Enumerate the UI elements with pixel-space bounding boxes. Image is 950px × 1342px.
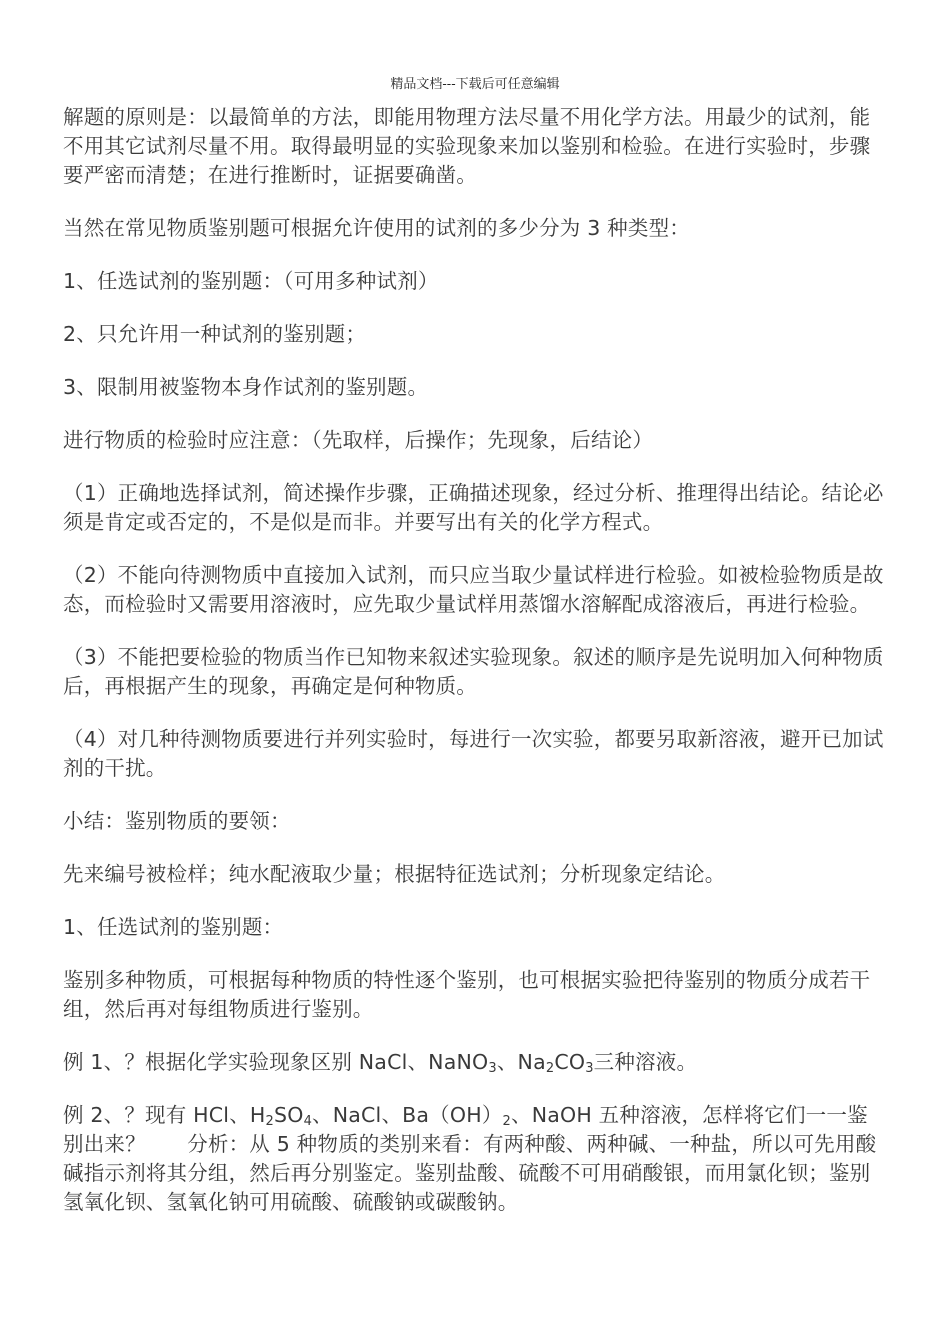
paragraph-notice: 进行物质的检验时应注意：（先取样，后操作；先现象，后结论）	[63, 428, 654, 452]
subscript: 3	[488, 1061, 497, 1076]
subscript: 4	[303, 1114, 313, 1129]
subscript: 2	[545, 1061, 555, 1076]
subscript: 3	[585, 1061, 594, 1076]
paragraph-type-1: 1、任选试剂的鉴别题：（可用多种试剂）	[63, 269, 439, 293]
paragraph-section-1-title: 1、任选试剂的鉴别题：	[63, 915, 284, 939]
paragraph-types-intro: 当然在常见物质鉴别题可根据允许使用的试剂的多少分为 3 种类型：	[63, 216, 690, 240]
paragraph-notice-2: （2）不能向待测物质中直接加入试剂，而只应当取少量试样进行检验。如被检验物质是故态，而检验时又需要用溶液时，应先取少量试样用蒸馏水溶解配成溶液后，再进行检验。	[63, 563, 884, 616]
paragraph-summary-rhyme: 先来编号被检样；纯水配液取少量；根据特征选试剂；分析现象定结论。	[63, 862, 726, 886]
subscript: 2	[265, 1114, 274, 1129]
paragraph-summary-title: 小结：鉴别物质的要领：	[63, 809, 291, 833]
example-1-text: CO	[554, 1050, 586, 1074]
paragraph-section-1-desc: 鉴别多种物质，可根据每种物质的特性逐个鉴别，也可根据实验把待鉴别的物质分成若干组，然后再对每组物质进行鉴别。	[63, 968, 871, 1021]
example-1-text: 例 1、？根据化学实验现象区别 NaCl、NaNO	[63, 1050, 489, 1074]
paragraph-notice-4: （4）对几种待测物质要进行并列实验时，每进行一次实验，都要另取新溶液，避开已加试剂的干扰。	[63, 727, 884, 780]
paragraph-notice-3: （3）不能把要检验的物质当作已知物来叙述实验现象。叙述的顺序是先说明加入何种物质后，再根据产生的现象，再确定是何种物质。	[63, 645, 884, 698]
paragraph-notice-1: （1）正确地选择试剂，简述操作步骤，正确描述现象，经过分析、推理得出结论。结论必须是肯定或否定的，不是似是而非。并要写出有关的化学方程式。	[63, 481, 884, 534]
paragraph-principle: 解题的原则是：以最简单的方法，即能用物理方法尽量不用化学方法。用最少的试剂，能不用其它试剂尽量不用。取得最明显的实验现象来加以鉴别和检验。在进行实验时，步骤要严密而清楚；在进行推断时，证据要确凿。	[63, 105, 871, 187]
example-2-text: 例 2、？现有 HCl、H	[63, 1103, 266, 1127]
paragraph-example-1	[63, 1048, 888, 1077]
example-2-text: SO	[274, 1103, 304, 1127]
subscript: 2	[502, 1114, 512, 1129]
example-2-text: 、NaOH 五种溶液，怎样将它们一一鉴别出来？ 分析：从 5 种物质的类别来看：有两种酸、两种碱、一种盐，所以可先用酸碱指示剂将其分组，然后再分别鉴定。鉴别盐酸、硫酸不可用硝酸银，而用氯化钡；鉴别氢氧化钡、氢氧化钠可用硫酸、硫酸钠或碳酸钠。	[63, 1103, 877, 1214]
paragraph-type-2: 2、只允许用一种试剂的鉴别题；	[63, 322, 367, 346]
document-body	[63, 103, 888, 1241]
example-2-text: 、NaCl、Ba（OH）	[312, 1103, 503, 1127]
example-1-text: 三种溶液。	[593, 1050, 698, 1074]
paragraph-example-2	[63, 1101, 888, 1217]
example-1-text: 、Na	[496, 1050, 546, 1074]
paragraph-type-3: 3、限制用被鉴物本身作试剂的鉴别题。	[63, 375, 429, 399]
page-header: 精品文档---下载后可任意编辑	[390, 77, 560, 92]
